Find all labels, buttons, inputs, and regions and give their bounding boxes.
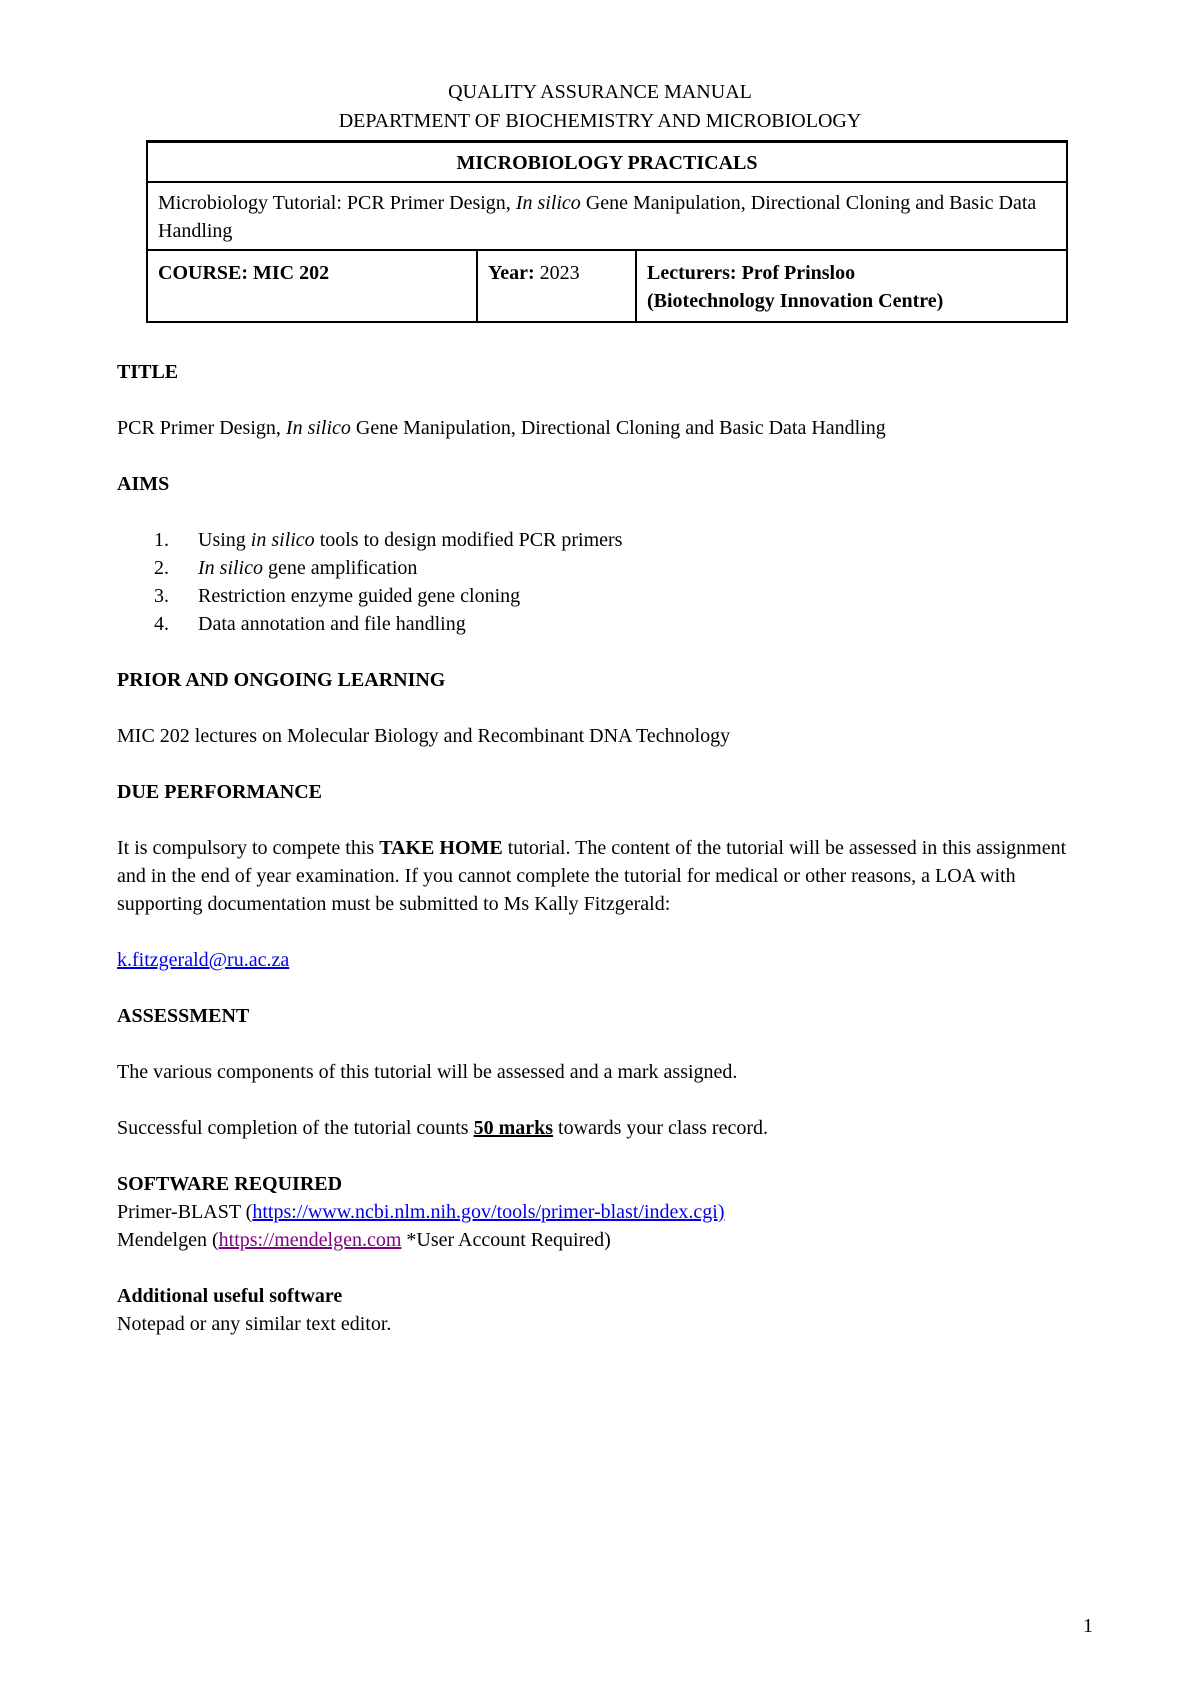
assessment-heading: ASSESSMENT — [117, 1005, 250, 1027]
course-cell: COURSE: MIC 202 — [147, 250, 477, 322]
aim-text-post: gene amplification — [263, 557, 418, 579]
list-item — [117, 582, 1077, 610]
aim-text: Data annotation and file handling — [198, 613, 466, 635]
aim-text: Using — [198, 529, 251, 551]
aims-list — [117, 526, 1077, 638]
lecturers-cell — [636, 250, 1067, 322]
tutorial-title-prefix: Microbiology Tutorial: PCR Primer Design, — [158, 192, 516, 214]
additional-heading: Additional useful software — [117, 1285, 343, 1307]
year-cell — [477, 250, 636, 322]
mendelgen-line — [117, 1226, 1077, 1254]
manual-title: QUALITY ASSURANCE MANUAL — [448, 81, 752, 103]
prior-text: MIC 202 lectures on Molecular Biology and Recombinant DNA Technology — [117, 725, 731, 747]
prior-heading: PRIOR AND ONGOING LEARNING — [117, 669, 446, 691]
page-number: 1 — [1083, 1615, 1093, 1637]
aim-number: 4. — [154, 613, 169, 635]
mendelgen-note: *User Account Required) — [401, 1229, 611, 1251]
tutorial-title-italic: In silico — [515, 192, 581, 214]
due-heading: DUE PERFORMANCE — [117, 781, 322, 803]
list-item — [117, 610, 1077, 638]
email-link[interactable]: k.fitzgerald@ru.ac.za — [117, 949, 290, 971]
list-item — [117, 554, 1077, 582]
title-text-suffix: Gene Manipulation, Directional Cloning and Basic Data Handling — [350, 417, 886, 439]
due-text-post: tutorial. The content of the tutorial will be assessed in this assignment and in the end of year examination. If you cannot complete the tutorial for medical or other reasons, a LOA with supporting documentation must be submitted to Ms Kally Fitzgerald: — [117, 837, 1067, 915]
tutorial-title-cell — [147, 182, 1067, 250]
course-info-table — [146, 140, 1068, 323]
assessment-marks-text — [117, 1114, 1077, 1142]
software-heading: SOFTWARE REQUIRED — [117, 1173, 343, 1195]
lecturers-affiliation: (Biotechnology Innovation Centre) — [647, 290, 944, 312]
email-line — [117, 946, 1077, 974]
title-heading: TITLE — [117, 361, 179, 383]
title-text-prefix: PCR Primer Design, — [117, 417, 286, 439]
aims-list-container — [117, 526, 1077, 638]
mendelgen-label: Mendelgen ( — [117, 1229, 219, 1251]
due-text — [117, 834, 1097, 918]
department-title: DEPARTMENT OF BIOCHEMISTRY AND MICROBIOLOGY — [338, 110, 862, 132]
mendelgen-link[interactable]: https://mendelgen.com — [218, 1229, 402, 1251]
marks-value: 50 marks — [473, 1117, 554, 1139]
primer-blast-link[interactable]: https://www.ncbi.nlm.nih.gov/tools/primer-blast/index.cgi) — [252, 1201, 725, 1223]
marks-text-post: towards your class record. — [553, 1117, 768, 1139]
list-item — [117, 526, 1077, 554]
section-title: MICROBIOLOGY PRACTICALS — [147, 142, 1067, 183]
aim-number: 3. — [154, 585, 169, 607]
aim-text: Restriction enzyme guided gene cloning — [198, 585, 521, 607]
lecturers-name: Lecturers: Prof Prinsloo — [647, 262, 856, 284]
aim-number: 1. — [154, 529, 169, 551]
aim-italic: In silico — [198, 557, 263, 579]
aim-text-post: tools to design modified PCR primers — [314, 529, 623, 551]
title-text — [117, 414, 1077, 442]
primer-blast-line — [117, 1198, 1077, 1226]
aim-italic: in silico — [250, 529, 315, 551]
year-label: Year: — [488, 262, 535, 284]
marks-text-pre: Successful completion of the tutorial counts — [117, 1117, 474, 1139]
tutorial-title-suffix: Gene Manipulation, Directional Cloning and Basic Data Handling — [158, 192, 1037, 242]
title-text-italic: In silico — [285, 417, 351, 439]
due-text-bold: TAKE HOME — [379, 837, 503, 859]
due-text-pre: It is compulsory to compete this — [117, 837, 380, 859]
aims-heading: AIMS — [117, 473, 170, 495]
primer-blast-label: Primer-BLAST ( — [117, 1201, 253, 1223]
aim-number: 2. — [154, 557, 169, 579]
year-value: 2023 — [534, 262, 580, 284]
additional-text: Notepad or any similar text editor. — [117, 1313, 392, 1335]
assessment-text: The various components of this tutorial will be assessed and a mark assigned. — [117, 1061, 738, 1083]
